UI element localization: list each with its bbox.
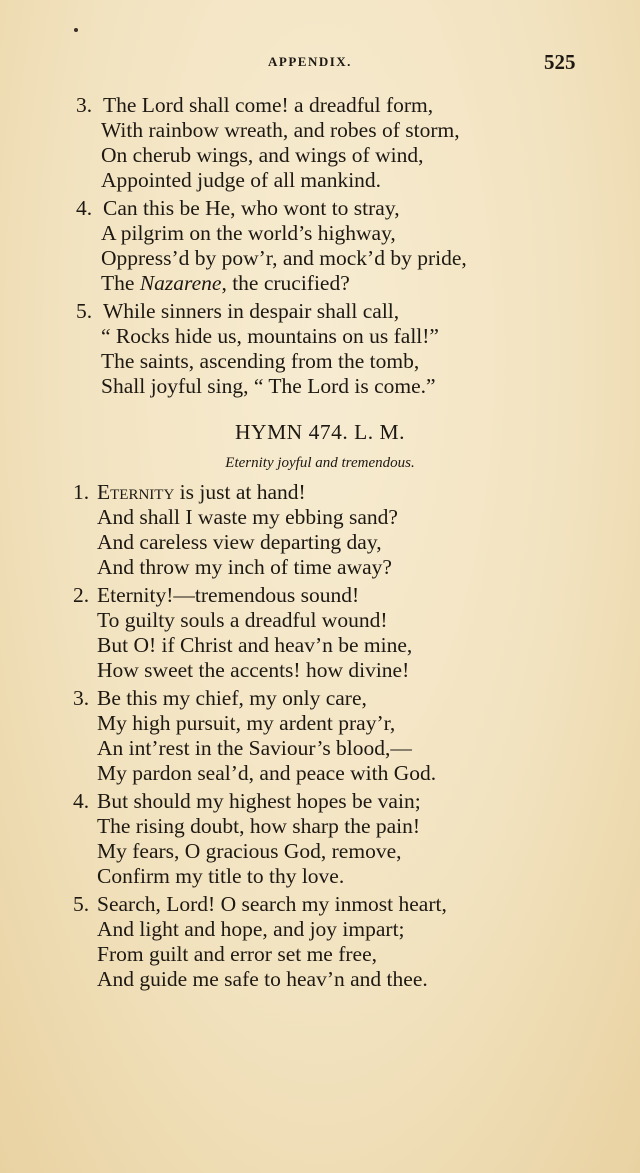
stanza-number: 4. (76, 196, 93, 220)
verse-line: My pardon seal’d, and peace with God. (97, 761, 437, 785)
verse-line: And careless view departing day, (97, 530, 382, 554)
verse-line: “ Rocks hide us, mountains on us fall!” (101, 324, 439, 348)
hymn-heading: HYMN 474. L. M. (235, 420, 405, 444)
verse-line-rest: is just at hand! (174, 480, 306, 504)
stanza-5 (0, 299, 640, 399)
verse-line: The rising doubt, how sharp the pain! (97, 814, 421, 838)
previous-hymn (0, 93, 640, 399)
verse-line: My high pursuit, my ardent pray’r, (97, 711, 396, 735)
verse-line: Can this be He, who wont to stray, (103, 196, 400, 220)
verse-line: Confirm my title to thy love. (97, 864, 345, 888)
verse-line: And shall I waste my ebbing sand? (97, 505, 398, 529)
hymn-subtitle: Eternity joyful and tremendous. (225, 455, 415, 471)
verse-line: Oppress’d by pow’r, and mock’d by pride, (101, 246, 467, 270)
verse-line: And guide me safe to heav’n and thee. (97, 967, 428, 991)
hymn-474 (0, 480, 640, 992)
verse-line: The Nazarene, the crucified? (101, 271, 350, 295)
verse-line: And light and hope, and joy impart; (97, 917, 405, 941)
stanza-3 (0, 93, 640, 193)
verse-line: My fears, O gracious God, remove, (97, 839, 402, 863)
verse-line: On cherub wings, and wings of wind, (101, 143, 424, 167)
page-number: 525 (544, 50, 576, 74)
verse-line: The saints, ascending from the tomb, (101, 349, 420, 373)
verse-line: And throw my inch of time away? (97, 555, 392, 579)
verse-line: Be this my chief, my only care, (97, 686, 367, 710)
verse-line: Appointed judge of all mankind. (101, 168, 382, 192)
stanza-4 (0, 789, 640, 889)
verse-line: A pilgrim on the world’s highway, (101, 221, 396, 245)
stanza-number: 3. (73, 686, 90, 710)
verse-line: But O! if Christ and heav’n be mine, (97, 633, 413, 657)
stanza-3 (0, 686, 640, 786)
first-word: Eternity (97, 480, 175, 504)
stanza-number: 3. (76, 93, 93, 117)
verse-line: But should my highest hopes be vain; (97, 789, 421, 813)
stanza-2 (0, 583, 640, 683)
stanza-number: 2. (73, 583, 90, 607)
ink-speck (74, 28, 78, 32)
verse-line: While sinners in despair shall call, (103, 299, 400, 323)
italic-word: Nazarene (139, 271, 222, 295)
verse-line: Shall joyful sing, “ The Lord is come.” (101, 374, 436, 398)
stanza-5 (0, 892, 640, 992)
verse-line: Search, Lord! O search my inmost heart, (97, 892, 447, 916)
running-head (0, 50, 640, 78)
verse-line: With rainbow wreath, and robes of storm, (101, 118, 460, 142)
stanza-1 (0, 480, 640, 580)
stanza-number: 5. (76, 299, 93, 323)
verse-line: An int’rest in the Saviour’s blood,— (97, 736, 412, 760)
stanza-number: 4. (73, 789, 90, 813)
verse-line: The Lord shall come! a dreadful form, (103, 93, 434, 117)
verse-line: How sweet the accents! how divine! (97, 658, 410, 682)
stanza-4 (0, 196, 640, 296)
verse-line: Eternity!—tremendous sound! (97, 583, 360, 607)
verse-line: To guilty souls a dreadful wound! (97, 608, 388, 632)
stanza-number: 5. (73, 892, 90, 916)
verse-line: From guilt and error set me free, (97, 942, 378, 966)
running-head-title: APPENDIX. (268, 54, 352, 69)
stanza-number: 1. (73, 480, 90, 504)
verse-line (97, 480, 306, 505)
